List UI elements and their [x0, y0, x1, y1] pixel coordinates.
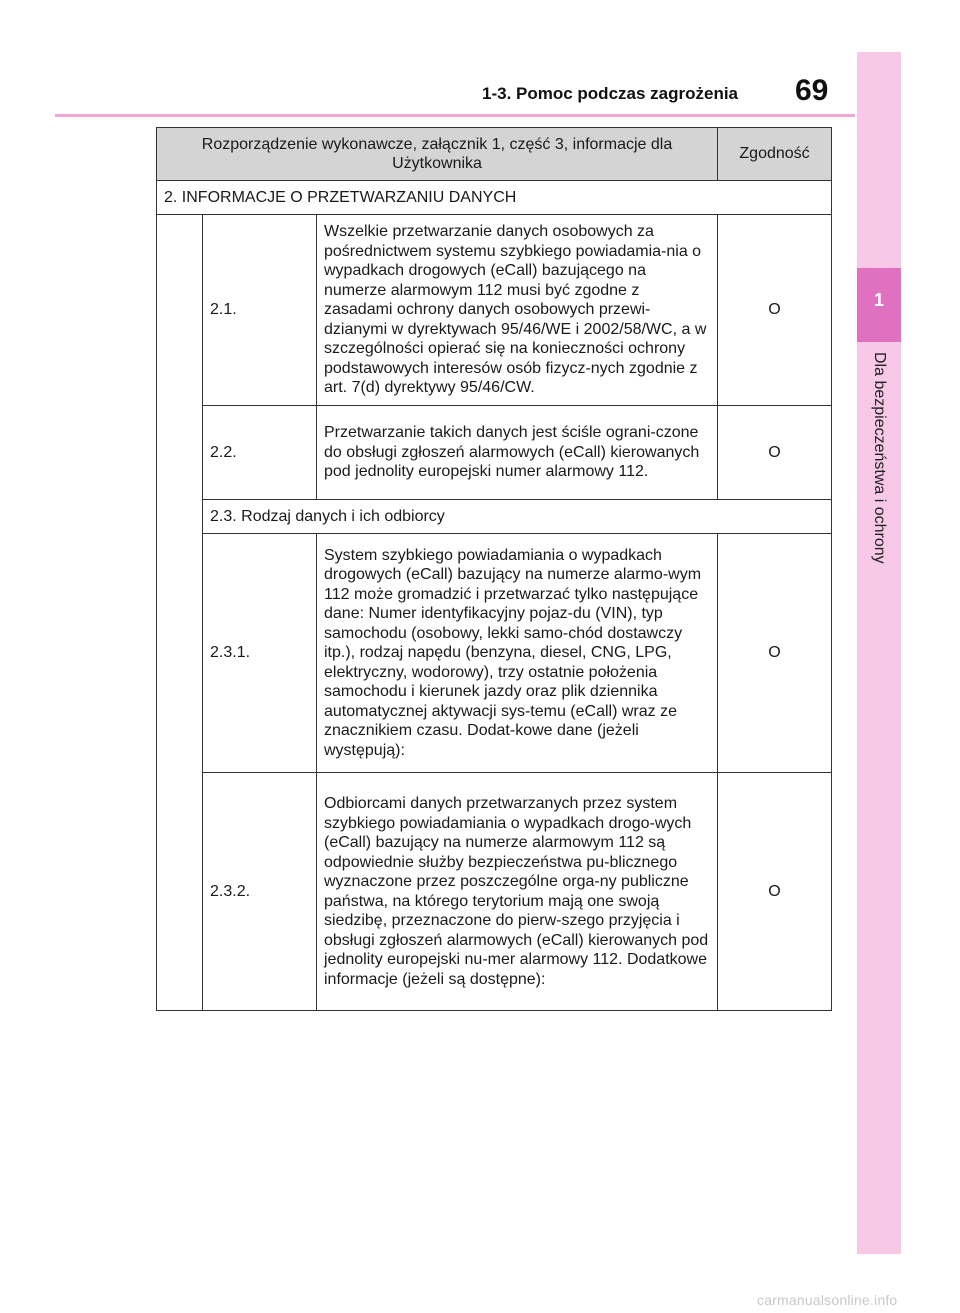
row-compliance: O — [718, 406, 832, 500]
chapter-number: 1 — [873, 290, 884, 310]
header-rule — [55, 114, 855, 117]
section-row — [157, 181, 832, 215]
chapter-side-tab — [857, 52, 901, 1254]
watermark: carmanualsonline.info — [757, 1292, 898, 1308]
compliance-table — [156, 127, 832, 1011]
table-header-row — [157, 128, 832, 181]
header-compliance: Zgodność — [718, 128, 832, 181]
row-number: 2.3.2. — [203, 773, 317, 1011]
row-text: System szybkiego powiadamiania o wypadkach drogowych (eCall) bazujący na numerze alarmo-wym 112 może gromadzić i przetwarzać tylko następujące dane: Numer identyfikacyjny pojaz-du (VIN), typ samochodu (osobowy, lekki samo-chód dostawczy itp.), rodzaj napędu (benzyna, diesel, CNG, LPG, elektryczny, wodorowy), trzy ostatnie położenia samochodu i kierunek jazdy oraz plik dziennika automatycznej aktywacji sys-temu (eCall) wraz ze znacznikiem czasu. Dodat-kowe dane (jeżeli występują): — [317, 534, 718, 773]
row-compliance: O — [718, 773, 832, 1011]
section-heading: 2. INFORMACJE O PRZETWARZANIU DANYCH — [157, 181, 832, 215]
subsection-heading: 2.3. Rodzaj danych i ich odbiorcy — [203, 500, 832, 534]
table-row — [157, 773, 832, 1011]
chapter-label: Dla bezpieczeństwa i ochrony — [871, 352, 888, 564]
row-number: 2.2. — [203, 406, 317, 500]
row-text: Przetwarzanie takich danych jest ściśle ograni-czone do obsługi zgłoszeń alarmowych (eCall) kierowanych pod jednolity europejski numer alarmowy 112. — [317, 406, 718, 500]
page-number: 69 — [795, 74, 829, 107]
row-text: Wszelkie przetwarzanie danych osobowych za pośrednictwem systemu szybkiego powiadamia-nia o wypadkach drogowych (eCall) bazującego na numerze alarmowym 112 musi być zgodne z zasadami ochrony danych osobowych przewi-dzianymi w dyrektywach 95/46/WE i 2002/58/WC, a w szczególności opierać się na konieczności ochrony podstawowych interesów osób fizycz-nych zgodnie z art. 7(d) dyrektywy 95/46/CW. — [317, 215, 718, 406]
row-number: 2.1. — [203, 215, 317, 406]
table-row — [157, 534, 832, 773]
row-compliance: O — [718, 534, 832, 773]
section-title: 1-3. Pomoc podczas zagrożenia — [482, 84, 739, 103]
row-number: 2.3.1. — [203, 534, 317, 773]
table-row — [157, 215, 832, 406]
indent-cell — [157, 215, 203, 1011]
row-compliance: O — [718, 215, 832, 406]
header-regulation: Rozporządzenie wykonawcze, załącznik 1, część 3, informacje dla Użytkownika — [157, 128, 718, 181]
subsection-row — [157, 500, 832, 534]
row-text: Odbiorcami danych przetwarzanych przez system szybkiego powiadamiania o wypadkach drogo-wych (eCall) bazujący na numerze alarmowym 112 są odpowiednie służby bezpieczeństwa pu-blicznego wyznaczone przez poszczególne orga-ny publiczne państwa, na którego terytorium mają one swoją siedzibę, przeznaczone do pierw-szego przyjęcia i obsługi zgłoszeń alarmowych (eCall) kierowanych pod jednolity europejski nu-mer alarmowy 112. Dodatkowe informacje (jeżeli są dostępne): — [317, 773, 718, 1011]
table-row — [157, 406, 832, 500]
